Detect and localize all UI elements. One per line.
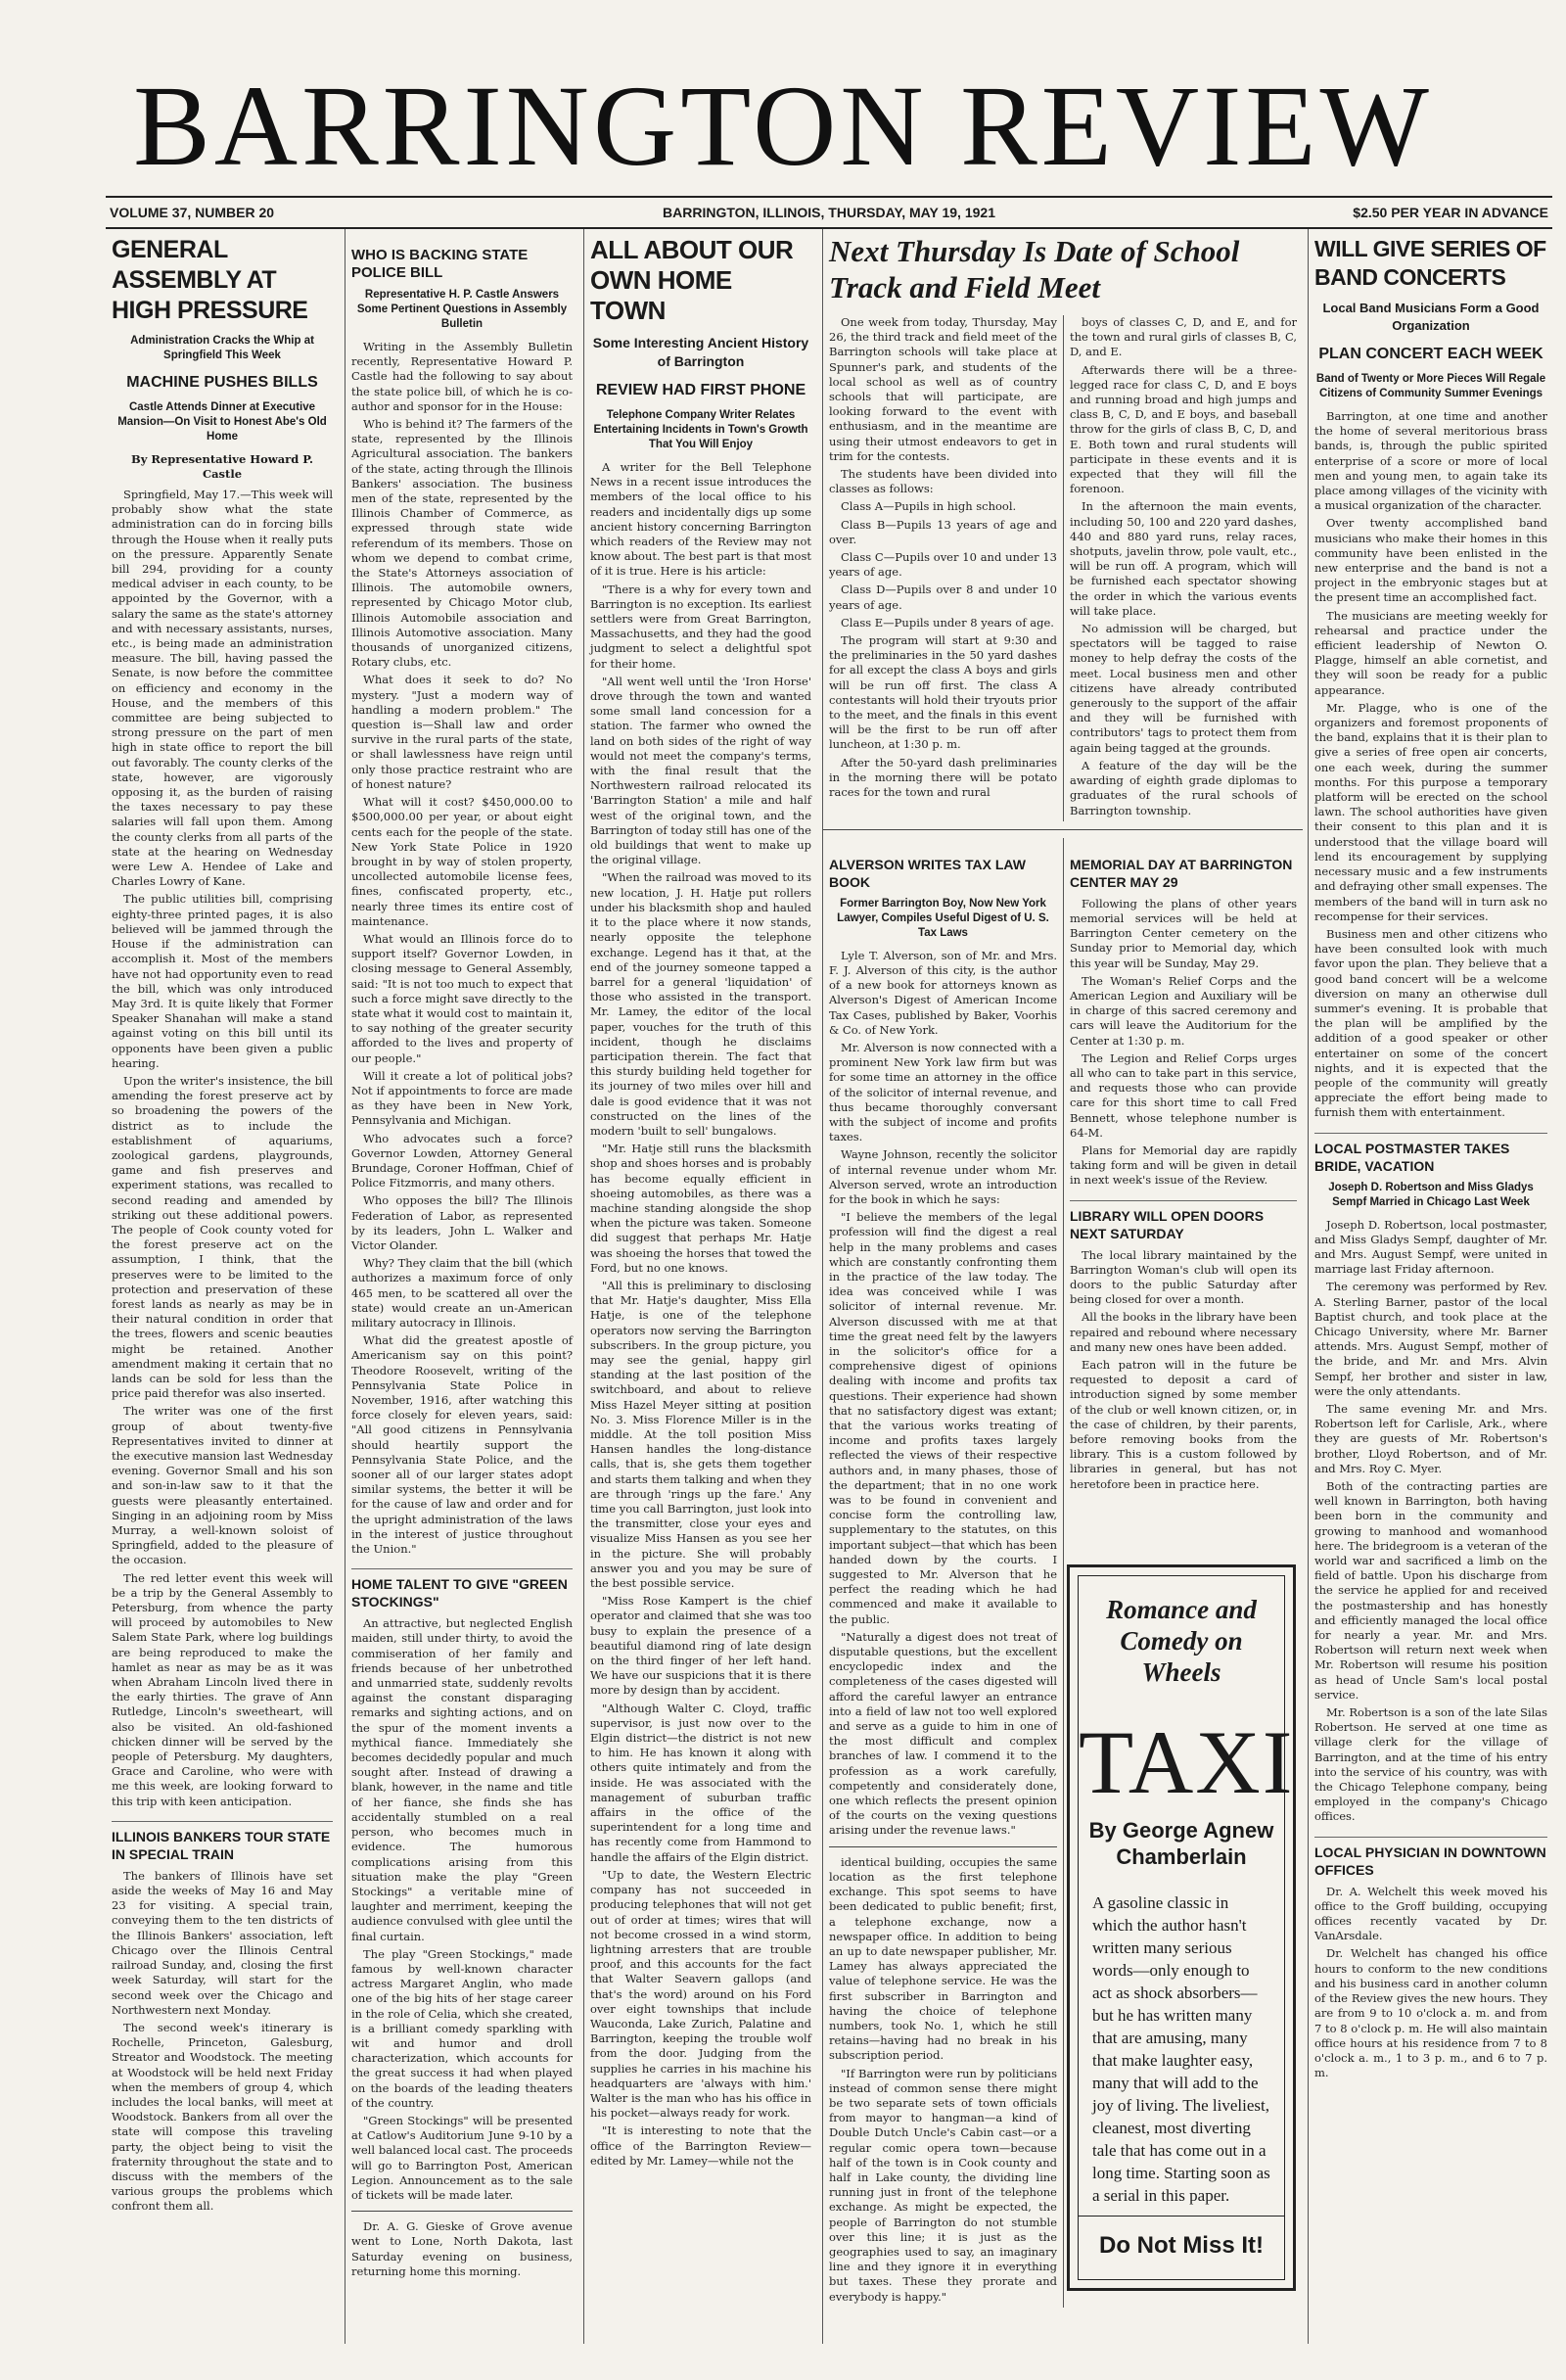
deck-postmaster: Joseph D. Robertson and Miss Gladys Sempf Married in Chicago Last Week: [1328, 1181, 1534, 1208]
paragraph: The students have been divided into classes as follows:: [829, 467, 1057, 496]
lower-left: [823, 838, 1063, 2308]
paragraph: The same evening Mr. and Mrs. Robertson left for Carlisle, Ark., where they are guests of Mr. Robertson's brother, Lloyd Robertson, and of Mr. and Mrs. Roy C. Myer.: [1314, 1401, 1547, 1475]
paragraph: Both of the contracting parties are well known in Barrington, both having been born in the community and growing to manhood and womanhood here. The bridegroom is a veteran of the world war and sacrificed a limb on the field of battle. Upon his discharge from the service he applied for and received the postmastership and has honestly and efficiently managed the local office for nearly a year. Mr. and Mrs. Robertson will return next week when Mr. Robertson will resume his position as head of Uncle Sam's local postal service.: [1314, 1479, 1547, 1702]
paragraph: All the books in the library have been repaired and rebound where necessary and many new ones have been added.: [1070, 1310, 1297, 1354]
article-bankers-tour: [112, 1869, 333, 2215]
headline-band-concerts: WILL GIVE SERIES OF BAND CONCERTS: [1314, 236, 1546, 290]
volume-number: VOLUME 37, NUMBER 20: [110, 205, 275, 220]
deck-alverson: Former Barrington Boy, Now New York Lawyer, Compiles Useful Digest of U. S. Tax Laws: [837, 897, 1049, 939]
ad-inner-frame: [1078, 1575, 1295, 2280]
headline-bankers-tour: ILLINOIS BANKERS TOUR STATE IN SPECIAL TRAIN: [112, 1821, 333, 1863]
paragraph: Joseph D. Robertson, local postmaster, and Miss Gladys Sempf, daughter of Mr. and Mrs. August Sempf, were united in marriage last Friday afternoon.: [1314, 1217, 1547, 1277]
paragraph: The second week's itinerary is Rochelle, Princeton, Galesburg, Streator and Woodstock. The meeting at Woodstock will be held next Friday when the members of group 4, which includes the local banks, will meet at Woodstock. Bankers from all over the state will compose this traveling party, the object being to visit the fraternity throughout the state and to discuss with the members of the various groups the problems which confront them all.: [112, 2020, 333, 2214]
headline-green-stockings: HOME TALENT TO GIVE "GREEN STOCKINGS": [351, 1568, 573, 1610]
paragraph: Business men and other citizens who have been consulted look with much favor upon the plan. They believe that a good band concert will be a welcome diversion on many an otherwise dull summer's evening. It is probable that the plan will be amplified by the addition of a good speaker or other entertainer on some of the concert nights, and it is expected that the people of the community will greatly appreciate the effort being made to furnish them with entertainment.: [1314, 926, 1547, 1120]
taxi-serial-ad: [1067, 1564, 1296, 2291]
headline-home-town: ALL ABOUT OUR OWN HOME TOWN: [590, 235, 794, 325]
paragraph: Upon the writer's insistence, the bill amending the forest preserve act by so broadening the powers of the district as to include the establishment of aquariums, zoological gardens, playgrounds, game and fish preserves and experiment stations, was recalled to second reading and amended by striking out these additional powers. The people of Cook county voted for the forest preserve act on the assumption, I think, that the preserves were to be limited to the protection and preservation of these forest lands as nearly as may be in their natural condition in order that the trees, flowers and scenic beauties might be retained. Another amendment making it certain that no lands can be sold for less than the price paid therefor was also inserted.: [112, 1073, 333, 1401]
article-general-assembly: [112, 488, 333, 1809]
paragraph: In the afternoon the main events, including 50, 100 and 220 yard dashes, 440 and 880 yard runs, relay races, shotputs, javelin throw, pole vault, etc., will be run off. A program, which will be furnished each spectator showing the order in which the various events will take place.: [1070, 499, 1297, 618]
headline-memorial-day: MEMORIAL DAY AT BARRINGTON CENTER MAY 29: [1070, 856, 1293, 890]
paragraph: Will it create a lot of political jobs? Not if appointments to force are made as they have been in New York, Pennsylvania and Michigan.: [351, 1068, 573, 1128]
article-memorial-day: [1070, 897, 1297, 1189]
divider: [829, 1846, 1057, 1847]
paragraph: "There is a why for every town and Barrington is no exception. Its earliest settlers were from Great Barrington, Massachusetts, and they had the good judgment to select a delightful spot for their home.: [590, 582, 811, 671]
paragraph: Who is behind it? The farmers of the state, represented by the Illinois Agricultural association. The bankers of the state, acting through the Illinois Bankers' association. The business men of the state, represented by the Illinois Chamber of Commerce, as expressed through state wide referendum of its members. Those on whom we depend to combat crime, the State's Attorneys association of Illinois. The automobile owners, represented by Chicago Motor club, Illinois Automobile association and Illinois Automotive association. Many thousands of unorganized citizens, Rotary clubs, etc.: [351, 417, 573, 670]
paragraph: The red letter event this week will be a trip by the General Assembly to Petersburg, from whence the party will proceed by automobiles to New Salem State Park, where log buildings are being reproduced to make the hamlet as near as may be as it was when Abraham Lincoln lived there in the early thirties. The grave of Ann Rutledge, Lincoln's sweetheart, will also be visited. An old-fashioned chicken dinner will be served by the people of Petersburg. My daughters, Grace and Caroline, who were with me this week, are looking forward to this trip with keen anticipation.: [112, 1570, 333, 1808]
subhead-first-phone: REVIEW HAD FIRST PHONE: [595, 382, 806, 398]
headline-track-meet: Next Thursday Is Date of School Track and Field Meet: [829, 234, 1240, 304]
ad-author: By George Agnew Chamberlain: [1088, 1818, 1274, 1869]
deck-general-assembly: Administration Cracks the Whip at Springfield This Week: [130, 335, 314, 361]
deck-telephone-writer: Telephone Company Writer Relates Entertaining Incidents in Town's Growth That You Will Enjoy: [593, 409, 808, 450]
masthead-title: BARRINGTON REVIEW: [133, 62, 1433, 190]
paragraph: Barrington, at one time and another the home of several meritorious brass bands, is, through the public spirited enterprise of a score or more of local men and young men, to again take its place among villages of the vicinity with a musical organization of the character.: [1314, 409, 1547, 513]
paragraph: One week from today, Thursday, May 26, the third track and field meet of the Barrington schools will take place at Spunner's park, and students of the local school as well as of country schools that will participate, are looking forward to the event with enthusiasm, and in the meantime are using their utmost endeavors to get in trim for the contests.: [829, 315, 1057, 463]
article-band-concerts: [1314, 409, 1547, 1121]
paragraph: The play "Green Stockings," made famous by well-known character actress Margaret Anglin, who made one of the big hits of her stage career in the role of Celia, which she created, is a brilliant comedy sparkling with wit and humor and droll characterization, which accounts for the great success it had when played on the boards of the leading theaters of the country.: [351, 1946, 573, 2110]
article-physician: [1314, 1885, 1547, 2081]
article-alverson: [829, 949, 1057, 1839]
paragraph: A writer for the Bell Telephone News in a recent issue introduces the members of the local office to his readers and incidentally digs up some ancient history concerning Barrington which readers of the Review may not know about. The best part is that most of it is true. Here is his article:: [590, 460, 811, 579]
paragraph: The bankers of Illinois have set aside the weeks of May 16 and May 23 for visiting. A special train, conveying them to the ten districts of the Illinois Bankers' association, left Chicago over the Illinois Central railroad Sunday, and, closing the first week Saturday, will start for the second week over the Chicago and Northwestern next Monday.: [112, 1868, 333, 2017]
place-date: BARRINGTON, ILLINOIS, THURSDAY, MAY 19, 1921: [663, 205, 995, 220]
paragraph: "It is interesting to note that the office of the Barrington Review—edited by Mr. Lamey—while not the: [590, 2123, 811, 2168]
paragraph: Why? They claim that the bill (which authorizes a maximum force of only 465 men, to be scattered all over the state) would create an un-American military autocracy in Illinois.: [351, 1256, 573, 1330]
divider: [351, 2211, 573, 2212]
paragraph: Springfield, May 17.—This week will probably show what the state administration can do in forcing bills through the House when it really puts on the pressure. Apparently Senate bill 294, providing for a county medical adviser in each county, to be appointed by the Governor, with a salary the same as the state's attorney and with necessary assistants, nurses, etc., is being made an administration measure. The bill, having passed the Senate, is now before the committee on efficiency and economy in the House, and the members of this committee are being subjected to strong pressure on the part of men high in state office to report the bill out favorably. The county clerks of the state, however, are vigorously opposing it, as the burden of raising the taxes necessary to pay these salaries will fall upon them. Among the county clerks from all parts of the state at the hearing on Wednesday were Lew A. Hendee of Lake and Charles Lowry of Kane.: [112, 488, 333, 889]
deck-state-police: Representative H. P. Castle Answers Some Pertinent Questions in Assembly Bulletin: [356, 289, 568, 330]
headline-physician: LOCAL PHYSICIAN IN DOWNTOWN OFFICES: [1314, 1837, 1547, 1879]
column-5: [1308, 229, 1553, 2344]
article-state-police: [351, 340, 573, 1557]
column-1: [106, 229, 339, 2344]
paragraph: What would an Illinois force do to support itself? Governor Lowden, in closing message to General Assembly, said: "It is not too much to expect that such a force might save directly to the state what it would cost to maintain it, to say nothing of the greater security afforded to the lives and property of our people.": [351, 931, 573, 1065]
paragraph: An attractive, but neglected English maiden, still under thirty, to avoid the commiseration of her family and friends because of her unbetrothed and unmarried state, suddenly revolts against the constant disparaging remarks and sighting actions, and on the spur of the moment invents a mythical fiance. Immediately she becomes decidedly popular and much sought after. Instead of drawing a blank, however, in the name and title of her fiance, she finds she has accidentally stumbled on a real person, who becomes much in evidence. The humorous complications arising from this situation make the play "Green Stockings" a veritable mine of laughter and merriment, keeping the audience convulsed with glee until the final curtain.: [351, 1616, 573, 1943]
paragraph: identical building, occupies the same location as the first telephone exchange. This spot seems to have been dedicated to public benefit; first, a telephone exchange, now a newspaper office. In addition to being an up to date newspaper publisher, Mr. Lamey has always appreciated the value of telephone service. He was the first subscriber in Barrington and having the choice of telephone numbers, took No. 1, which he still retains—having had no break in his subscription period.: [829, 1854, 1057, 2063]
ad-description: A gasoline classic in which the author hasn't written many serious words—only enough to act as shock absorbers—but he has written many that are amusing, many that make laughter easy, many that will add to the joy of living. The liveliest, cleanest, most diverting tale that has come out in a long time. Starting soon as a serial in this paper.: [1092, 1893, 1270, 2205]
headline-library: LIBRARY WILL OPEN DOORS NEXT SATURDAY: [1070, 1200, 1297, 1242]
paragraph: Dr. Welchelt has changed his office hours to conform to the new conditions and his business card in another column of the Review gives the new hours. They are from 9 to 10 o'clock a. m. and from 7 to 8 o'clock p. m. He will also maintain office hours at his residence from 7 to 8 o'clock a. m., 1 to 3 p. m., and 6 to 7 p. m.: [1314, 1946, 1547, 2080]
deck-castle-dinner: Castle Attends Dinner at Executive Mansion—On Visit to Honest Abe's Old Home: [117, 401, 327, 443]
article-home-town: [590, 460, 811, 2169]
paragraph: Afterwards there will be a three-legged race for class C, D, and E boys and running broad and high jumps and class B, C, D, and E boys, and baseball throw for the girls of class B, C, D, and E. Both town and rural students will participate in these events and it is expected that they will fill the forenoon.: [1070, 362, 1297, 496]
paragraph: Writing in the Assembly Bulletin recently, Representative Howard P. Castle had the following to say about the state police bill, of which he is co-author and sponsor for in the House:: [351, 340, 573, 413]
paragraph: "When the railroad was moved to its new location, J. H. Hatje put rollers under his blacksmith shop and hauled it to the place where it now stands, nearly opposite the telephone exchange. Legend has it that, at the end of the journey someone tapped a barrel for a general 'liquidation' of those who assisted in the transport. Mr. Lamey, the editor of the local paper, vouches for the truth of this incident, though he disclaims participation therein. The fact that this sturdy building held together for its journey of two miles over hill and dale is good evidence that it was not constructed on the lines of the modern 'built to sell' bungalows.: [590, 870, 811, 1138]
divider: [823, 829, 1303, 830]
paragraph: Who advocates such a force? Governor Lowden, Attorney General Brundage, Coroner Hoffman, Chief of Police Fitzmorris, and many others.: [351, 1131, 573, 1190]
paragraph: Mr. Alverson is now connected with a prominent New York law firm but was for some time an attorney in the office of the solicitor of internal revenue, and thus became thoroughly conversant with the subject of income and profits taxes.: [829, 1040, 1057, 1144]
paragraph: Class E—Pupils under 8 years of age.: [841, 615, 1054, 630]
headline-postmaster: LOCAL POSTMASTER TAKES BRIDE, VACATION: [1314, 1133, 1547, 1175]
byline-castle: By Representative Howard P. Castle: [130, 452, 314, 481]
paragraph: The public utilities bill, comprising eighty-three printed pages, it is also believed will be jammed through the House if the administration can accomplish it. Most of the members have not had opportunity even to read the bill, which was only introduced May 3rd. It is quite likely that Former Speaker Shanahan will make a stand against voting on this bill until its opponents have been given a public hearing.: [112, 892, 333, 1070]
paragraph: The writer was one of the first group of about twenty-five Representatives invited to dinner at the executive mansion last Wednesday evening. Governor Small and his son and son-in-law saw to it that the guests were pleasantly entertained. Singing in an adjoining room by Miss Murray, a well-known soloist of Springfield, added to the pleasure of the occasion.: [112, 1404, 333, 1567]
paragraph: "Although Walter C. Cloyd, traffic supervisor, is just now over to the Elgin district—the district is not new to him. He has known it along with others quite intimately and from the inside. He was associated with the management of suburban traffic affairs in the office of the superintendent for a long time and has recently come from Hammond to handle the affairs of the Elgin district.: [590, 1701, 811, 1864]
track-meet-article: [823, 315, 1303, 821]
subhead-machine-pushes: MACHINE PUSHES BILLS: [126, 374, 318, 391]
paragraph: "Naturally a digest does not treat of disputable questions, but the excellent encyclopedic index and the completeness of the cases digested will afford the careful lawyer an entrance into a field of law not too well explored and serve as a guide to him in one of the most difficult and complex branches of law. I commend it to the profession as a work carefully, competently and considerately done, one which reflects the present opinion of the courts on the vexing questions arising under the revenue laws.": [829, 1629, 1057, 1838]
deck-home-town: Some Interesting Ancient History of Barrington: [592, 335, 809, 369]
ad-tagline: Romance and Comedy on Wheels: [1106, 1595, 1257, 1687]
paragraph: Class D—Pupils over 8 and under 10 years of age.: [829, 583, 1057, 612]
paragraph: The Woman's Relief Corps and the American Legion and Auxiliary will be in charge of this sacred ceremony and cars will leave the Auditorium for the Center at 1:30 p. m.: [1070, 973, 1297, 1048]
paragraph: boys of classes C, D, and E, and for the town and rural girls of classes B, C, D, and E.: [1070, 315, 1297, 359]
paragraph: Plans for Memorial day are rapidly taking form and will be given in detail in next week's issue of the Review.: [1070, 1143, 1297, 1188]
paragraph: Class A—Pupils in high school.: [841, 499, 1017, 514]
paragraph: "Green Stockings" will be presented at Catlow's Auditorium June 9-10 by a well balanced local cast. The proceeds will go to Barrington Post, American Legion. Announcement as to the sale of tickets will be made later.: [351, 2113, 573, 2202]
dateline-bar: [106, 196, 1552, 229]
paragraph: The Legion and Relief Corps urges all who can to take part in this service, and requests those who can provide care for this short time to call Fred Bennett, whose telephone number is 64-M.: [1070, 1050, 1297, 1140]
ad-title: TAXI: [1079, 1712, 1295, 1812]
paragraph: A feature of the day will be the awarding of eighth grade diplomas to graduates of the rural schools of Barrington township.: [1070, 758, 1297, 817]
paragraph: Each patron will in the future be requested to deposit a card of introduction signed by some member of the club or well known citizen, or, in the case of children, by their parents, before removing books from the library. This is a custom followed by libraries in general, but has not heretofore been in practice here.: [1070, 1357, 1297, 1491]
deck-band-musicians: Local Band Musicians Form a Good Organization: [1322, 301, 1540, 333]
paragraph: Mr. Plagge, who is one of the organizers and foremost proponents of the band, explains that it is their plan to give a series of free open air concerts, one each week, during the summer months. For this purpose a temporary platform will be erected on the school lawn. The school authorities have given their consent to this plan and it is understood that the village board will lend its encouragement by supplying necessary music and a few instruments and defraying other small expenses. The members of the band will in turn ask no recompense for their services.: [1314, 700, 1547, 923]
article-library: [1070, 1248, 1297, 1492]
paragraph: Dr. A. Welchelt this week moved his office to the Groff building, occupying offices recently vacated by Dr. VanArsdale.: [1314, 1884, 1547, 1943]
paragraph: After the 50-yard dash preliminaries in the morning there will be potato races for the town and rural: [829, 755, 1057, 800]
column-2: [345, 229, 578, 2344]
paragraph: "All went well until the 'Iron Horse' drove through the town and wanted some small land concession for a station. The farmer who owned the land on both sides of the right of way would not meet the company's terms, with the final result that the Northwestern railroad relocated its 'Barrington Station' a mile and half west of the original town, and the Barrington of today still has one of the old buildings that went to make up the original village.: [590, 674, 811, 867]
subhead-concert-each-week: PLAN CONCERT EACH WEEK: [1318, 346, 1543, 362]
paragraph: Class C—Pupils over 10 and under 13 years of age.: [829, 550, 1057, 580]
article-phone-continued: [829, 1855, 1057, 2305]
paragraph: Class B—Pupils 13 years of age and over.: [829, 517, 1057, 546]
paragraph: Following the plans of other years memorial services will be held at Barrington Center cemetery on the Sunday prior to Memorial day, which this year will be Sunday, May 29.: [1070, 896, 1297, 970]
headline-alverson: ALVERSON WRITES TAX LAW BOOK: [829, 856, 1026, 890]
subscription-price: $2.50 PER YEAR IN ADVANCE: [1353, 205, 1548, 220]
paragraph: The musicians are meeting weekly for rehearsal and practice under the efficient leadership of Newton O. Plagge, himself an able cornetist, and they will soon be ready for a public appearance.: [1314, 608, 1547, 697]
paragraph: "I believe the members of the legal profession will find the digest a real help in the many problems and cases which are constantly confronting them in the practice of the law today. The idea was conceived while I was solicitor of internal revenue. Mr. Alverson discussed with me at that time the great need felt by the lawyers in the solicitor's office for a comprehensive digest of opinions dealing with income and profits tax questions. Their experience had shown that no satisfactory digest was extant; that the various works treating of income and profits taxes largely reflected the views of their respective authors and, in many phases, those of the department; that in no one work was to be found in convenient and concise form the controlling law, supplementary to the statutes, on this important subject—that which has been handed down by the courts. I suggested to Mr. Alverson that he perfect the reading which he had commenced and make it available to the public.: [829, 1210, 1057, 1626]
paragraph: Lyle T. Alverson, son of Mr. and Mrs. F. J. Alverson of this city, is the author of a new book for attorneys known as Alverson's Digest of American Income Tax Cases, published by Baker, Voorhis & Co. of New York.: [829, 948, 1057, 1037]
track-meet-right: [1063, 315, 1303, 821]
paragraph: What does it seek to do? No mystery. "Just a modern way of handling a modern problem." The question is—Shall law and order survive in the rural parts of the state, or shall lawlessness have reign until only those practice restraint who are of honest nature?: [351, 673, 573, 791]
headline-general-assembly: GENERAL ASSEMBLY AT HIGH PRESSURE: [112, 236, 308, 324]
paragraph: Over twenty accomplished band musicians who make their homes in this community have been enlisted in the new enterprise and the band is not a project in the embryonic stages but at the present time an accomplished fact.: [1314, 516, 1547, 605]
paragraph: Dr. A. G. Gieske of Grove avenue went to Lone, North Dakota, last Saturday evening on business, returning home this morning.: [351, 2219, 573, 2278]
paragraph: No admission will be charged, but spectators will be tagged to raise money to help defray the costs of the meet. Local business men and other citizens have already contributed generously to the support of the affair and they will be furnished with contributors' tags to protect them from again being tagged at the grounds.: [1070, 622, 1297, 755]
paragraph: "Up to date, the Western Electric company has not succeeded in producing telephones that will not get out of order at times; wires that will not become crossed in a wind storm, lightning arresters that are trouble proof, and this accounts for the fact that Walter Seavern gallops (and that's the word) around on his Ford over eight townships that include Wauconda, Lake Zurich, Palatine and Barrington, keeping the trouble wolf from the door. Judging from the supplies he carries in his machine his headquarters are 'always with him.' Walter is the man who has his office in his pocket—always ready for work.: [590, 1867, 811, 2121]
paragraph: The program will start at 9:30 and the preliminaries in the 50 yard dashes for all except the class A boys and girls will be run off first. The class A contestants will hold their tryouts prior to the meet, and the finals in this event will be the first to be run off after luncheon, at 1:30 p. m.: [829, 633, 1057, 752]
ad-call-to-action: Do Not Miss It!: [1079, 2216, 1284, 2260]
paragraph: Wayne Johnson, recently the solicitor of internal revenue under whom Mr. Alverson served, wrote an introduction for the book in which he says:: [829, 1147, 1057, 1206]
paragraph: Who opposes the bill? The Illinois Federation of Labor, as represented by its leaders, John L. Walker and Victor Olander.: [351, 1193, 573, 1252]
paragraph: The ceremony was performed by Rev. A. Sterling Barner, pastor of the local Baptist church, and took place at the Chicago University, where Mr. Barner attends. Mrs. August Sempf, mother of the bride, and Mr. and Mrs. Alvin Sempf, her brother and sister in law, were the only attendants.: [1314, 1280, 1547, 1398]
paragraph: What did the greatest apostle of Americanism say on this point? Theodore Roosevelt, writing of the Pennsylvania State Police in November, 1916, after watching this force closely for eleven years, said: "All good citizens in Pennsylvania should heartily support the Pennsylvania State Police, and the sooner all of our larger states adopt similar systems, the better it will be for the cause of law and order and for the upright administration of the laws in the interest of justice throughout the Union.": [351, 1333, 573, 1557]
paragraph: "Mr. Hatje still runs the blacksmith shop and shoes horses and is probably has become equally efficient in shoeing automobiles, as there was a machine standing alongside the shop when the picture was taken. Someone did suggest that perhaps Mr. Hatje was shoeing the horses that towed the Ford, but no one knows.: [590, 1142, 811, 1275]
headline-state-police: WHO IS BACKING STATE POLICE BILL: [351, 247, 529, 281]
paragraph: "Miss Rose Kampert is the chief operator and claimed that she was too busy to explain the presence of a beautiful diamond ring of late design on the third finger of her left hand. We have our suspicions that it is there more by design than by accident.: [590, 1594, 811, 1698]
article-green-stockings: [351, 1616, 573, 2279]
paragraph: What will it cost? $450,000.00 to $500,000.00 per year, or about eight cents each for the people of the state. New York State Police in 1920 brought in by way of stolen property, uncollected automobile license fees, fines, confiscated property, etc., nearly three times its entire cost of maintenance.: [351, 795, 573, 928]
deck-band-twenty: Band of Twenty or More Pieces Will Regale Citizens of Community Summer Evenings: [1315, 373, 1546, 399]
paragraph: "If Barrington were run by politicians instead of common sense there might be two separate sets of town officials from mayor to hangman—a kind of Double Dutch Uncle's Cabin cast—or a regular comic opera town—because half of the town is in Cook county and half in Lake county, the dividing line running just in front of the telephone exchange. As might be expected, the people of Barrington do not stumble over this line; it is just as the geographies used to say, an imaginary line and they ignore it in everything but taxes. These they prorate and everybody is happy.": [829, 2066, 1057, 2304]
paragraph: The local library maintained by the Barrington Woman's club will open its doors to the public Saturday after being closed for over a month.: [1070, 1247, 1297, 1307]
paragraph: Mr. Robertson is a son of the late Silas Robertson. He served at one time as village clerk for the village of Barrington, and at the time of his entry into the service of his country, was with the Chicago Telephone company, being employed in the company's Chicago offices.: [1314, 1705, 1547, 1824]
paragraph: "All this is preliminary to disclosing that Mr. Hatje's daughter, Miss Ella Hatje, is one of the telephone operators now serving the Barrington subscribers. In the group picture, you may see the genial, happy girl standing at the last position of the switchboard, and about to relieve Miss Hazel Meyer sitting at position No. 3. Miss Florence Miller is in the middle. At the toll position Miss Hansen handles the long-distance calls, that is, she gets them together and starts them talking and when they are through 'rings up the fare.' Any time you call Barrington, just look into the transmitter, close your eyes and visualize Miss Hansen as you see her in the picture. She will probably answer you and you may be sure of the best possible service.: [590, 1278, 811, 1591]
track-meet-left: [823, 315, 1063, 821]
column-3: [583, 229, 817, 2344]
article-postmaster: [1314, 1218, 1547, 1825]
